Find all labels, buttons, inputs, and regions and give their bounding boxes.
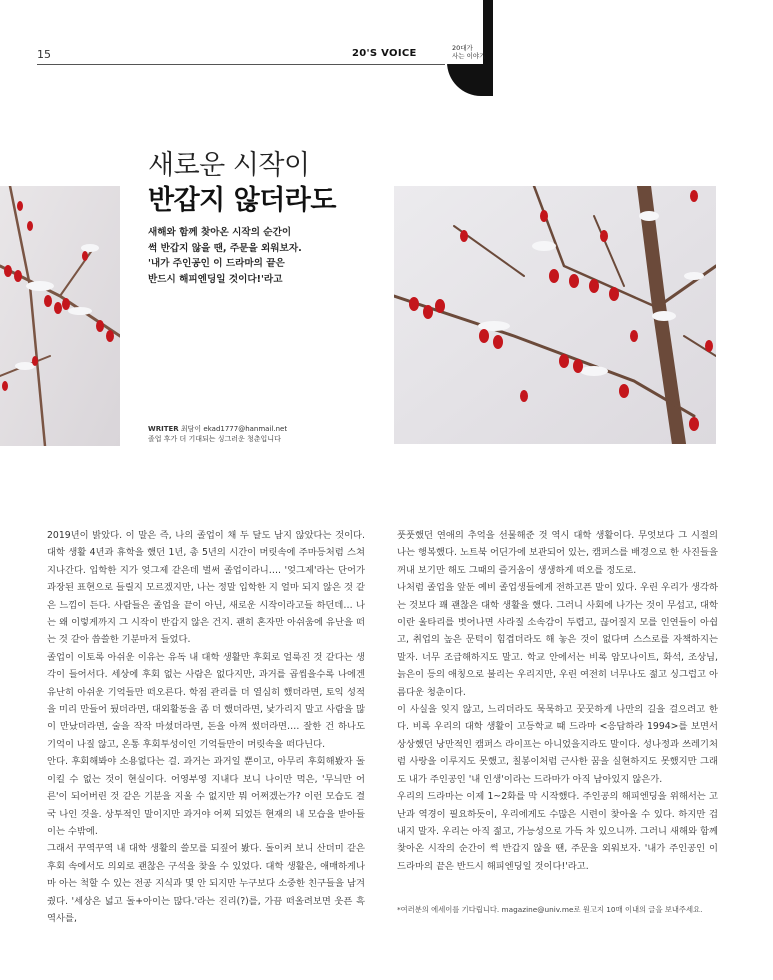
paragraph: 2019년이 밝았다. 이 말은 즉, 나의 졸업이 채 두 달도 남지 않았다는 것이다. 대학 생활 4년과 휴학을 했던 1년, 총 5년의 시간이 머릿속에 주마등처럼 스쳐 지나간다. 입학한 지가 엊그제 같은데 벌써 졸업이라니…. '엊그제'라는 단어가 과장된 표현으로 들릴지 모르겠지만, 나는 정말 입학한 지 얼마 되지 않은 것 같은 느낌이 든다. 사람들은 졸업을 끝이 아닌, 새로운 시작이라고들 하던데… 나는 왜 이렇게까지 그 시작이 반갑지 않은 건지. 괜히 혼자만 아쉬움에 유난을 떠는 것 같아 씁쓸한 기분마저 들었다. bbox=[47, 530, 365, 646]
article-lead bbox=[148, 225, 368, 287]
article-title-line-2: 반갑지 않더라도 bbox=[148, 185, 336, 216]
article-title-line-1: 새로운 시작이 bbox=[148, 150, 310, 181]
section-title: 20'S VOICE bbox=[352, 48, 417, 59]
paragraph: 우리의 드라마는 이제 1~2화를 막 시작했다. 주인공의 해피엔딩을 위해서는 고난과 역경이 필요하듯이, 우리에게도 수많은 시련이 찾아올 수 있다. 하지만 겁내지 말자. 우리는 아직 젊고, 가능성으로 가득 차 있으니까. 그러니 새해와 함께 찾아온 시작의 순간이 썩 반갑지 않을 땐, 주문을 외워보자. '내가 주인공인 이 드라마의 끝은 반드시 해피엔딩일 것이다!'라고. bbox=[397, 791, 718, 872]
paragraph: 나처럼 졸업을 앞둔 예비 졸업생들에게 전하고픈 말이 있다. 우린 우리가 생각하는 것보다 꽤 괜찮은 대학 생활을 했다. 그러니 사회에 나가는 것이 무섭고, 대학이란 울타리를 벗어나면 사라질 소속감이 두렵고, 끊어질지 모를 인연들이 아쉽고, 취업의 높은 문턱이 힘겹더라도 해 놓은 것이 없다며 스스로를 자책하지는 말자. 너무 조급해하지도 말고. 학교 안에서는 비록 암모나이트, 화석, 조상님, 늙은이 등의 애칭으로 불리는 우리지만, 우린 여전히 너무나도 젊고 싱그럽고 아름다운 청춘이다. bbox=[397, 582, 718, 698]
body-column-right bbox=[397, 527, 718, 875]
lead-line: 새해와 함께 찾아온 시작의 순간이 bbox=[148, 227, 292, 238]
writer-name: 최담이 ekad1777@hanmail.net bbox=[180, 425, 288, 433]
paragraph: 이 사실을 잊지 않고, 느리더라도 묵묵하고 꿋꿋하게 나만의 길을 걸으려고 한다. 비록 우리의 대학 생활이 고등학교 때 드라마 <응답하라 1994>를 보면서 상상했던 낭만적인 캠퍼스 라이프는 아니었을지라도 말이다. 성나정과 쓰레기처럼 사랑을 이루지도 못했고, 칠봉이처럼 근사한 꿈을 실현하지도 못했지만 그래도 내가 주인공인 '내 인생'이라는 드라마가 아직 남아있지 않은가. bbox=[397, 704, 718, 785]
berries-right-illustration bbox=[394, 186, 716, 444]
header-rule bbox=[37, 64, 445, 65]
lead-line: 반드시 해피엔딩일 것이다!'라고 bbox=[148, 273, 283, 285]
writer-description: 졸업 후가 더 기대되는 싱그러운 청춘입니다 bbox=[148, 435, 281, 443]
paragraph: 그래서 꾸역꾸역 내 대학 생활의 쓸모를 되짚어 봤다. 돌이켜 보니 산더미 같은 후회 속에서도 의외로 괜찮은 구석을 찾을 수 있었다. 대학 생활은, 애매하게나마 아는 척할 수 있는 전공 지식과 몇 안 되지만 누구보다 소중한 친구들을 남겨줬다. '세상은 넓고 돌+아이는 많다.'라는 진리(?)를, 가끔 떠올려보면 웃픈 흑역사를, bbox=[47, 843, 365, 924]
paragraph: 졸업이 이토록 아쉬운 이유는 유독 내 대학 생활만 후회로 얼룩진 것 같다는 생각이 들어서다. 세상에 후회 없는 사람은 없다지만, 과거를 곱씹을수록 나에겐 유난히 아쉬운 기억들만 떠오른다. 학점 관리를 더 열심히 했더라면, 토익 성적을 미리 만들어 뒀더라면, 대외활동을 좀 더 했더라면, 낯가리지 말고 사람을 많이 만났더라면, 술을 작작 마셨더라면, 돈을 아껴 썼더라면…. 잘한 건 하나도 기억이 나질 않고, 온통 후회투성이인 기억들만이 머릿속을 떠다닌다. bbox=[47, 651, 365, 750]
writer-credit bbox=[148, 424, 388, 444]
photo-berries-left bbox=[0, 186, 120, 446]
lead-line: '내가 주인공인 이 드라마의 끝은 bbox=[148, 258, 285, 269]
section-tab-label bbox=[452, 44, 485, 60]
writer-label: WRITER bbox=[148, 425, 179, 433]
lead-line: 썩 반갑지 않을 땐, 주문을 외워보자. bbox=[148, 242, 302, 254]
submission-note: *여러분의 에세이를 기다립니다. magazine@univ.me로 원고지 10매 이내의 글을 보내주세요. bbox=[397, 905, 703, 914]
berries-left-illustration bbox=[0, 186, 120, 446]
body-column-left bbox=[47, 527, 365, 927]
paragraph: 안다. 후회해봐야 소용없다는 걸. 과거는 과거일 뿐이고, 아무리 후회해봤자 돌이킬 수 없는 것이 현실이다. 어영부영 지내다 보니 나이만 먹은, '무늬만 어른'이 되어버린 것 같은 기분을 지울 수 없지만 뭐 어쩌겠는가? 이런 모습도 결국 나인 것을. 상투적인 말이지만 과거야 어찌 되었든 현재의 내 모습을 받아들이는 수밖에. bbox=[47, 756, 365, 837]
photo-berries-right bbox=[394, 186, 716, 444]
paragraph: 풋풋했던 연애의 추억을 선물해준 것 역시 대학 생활이다. 무엇보다 그 시절의 나는 행복했다. 노트북 어딘가에 보관되어 있는, 캠퍼스를 배경으로 한 사진들을 꺼내 보기만 해도 그때의 즐거움이 생생하게 떠오를 정도로. bbox=[397, 530, 718, 576]
tab-line-1: 20대가 bbox=[452, 44, 473, 52]
page-number: 15 bbox=[37, 48, 51, 61]
tab-line-2: 사는 이야기 bbox=[452, 52, 486, 60]
